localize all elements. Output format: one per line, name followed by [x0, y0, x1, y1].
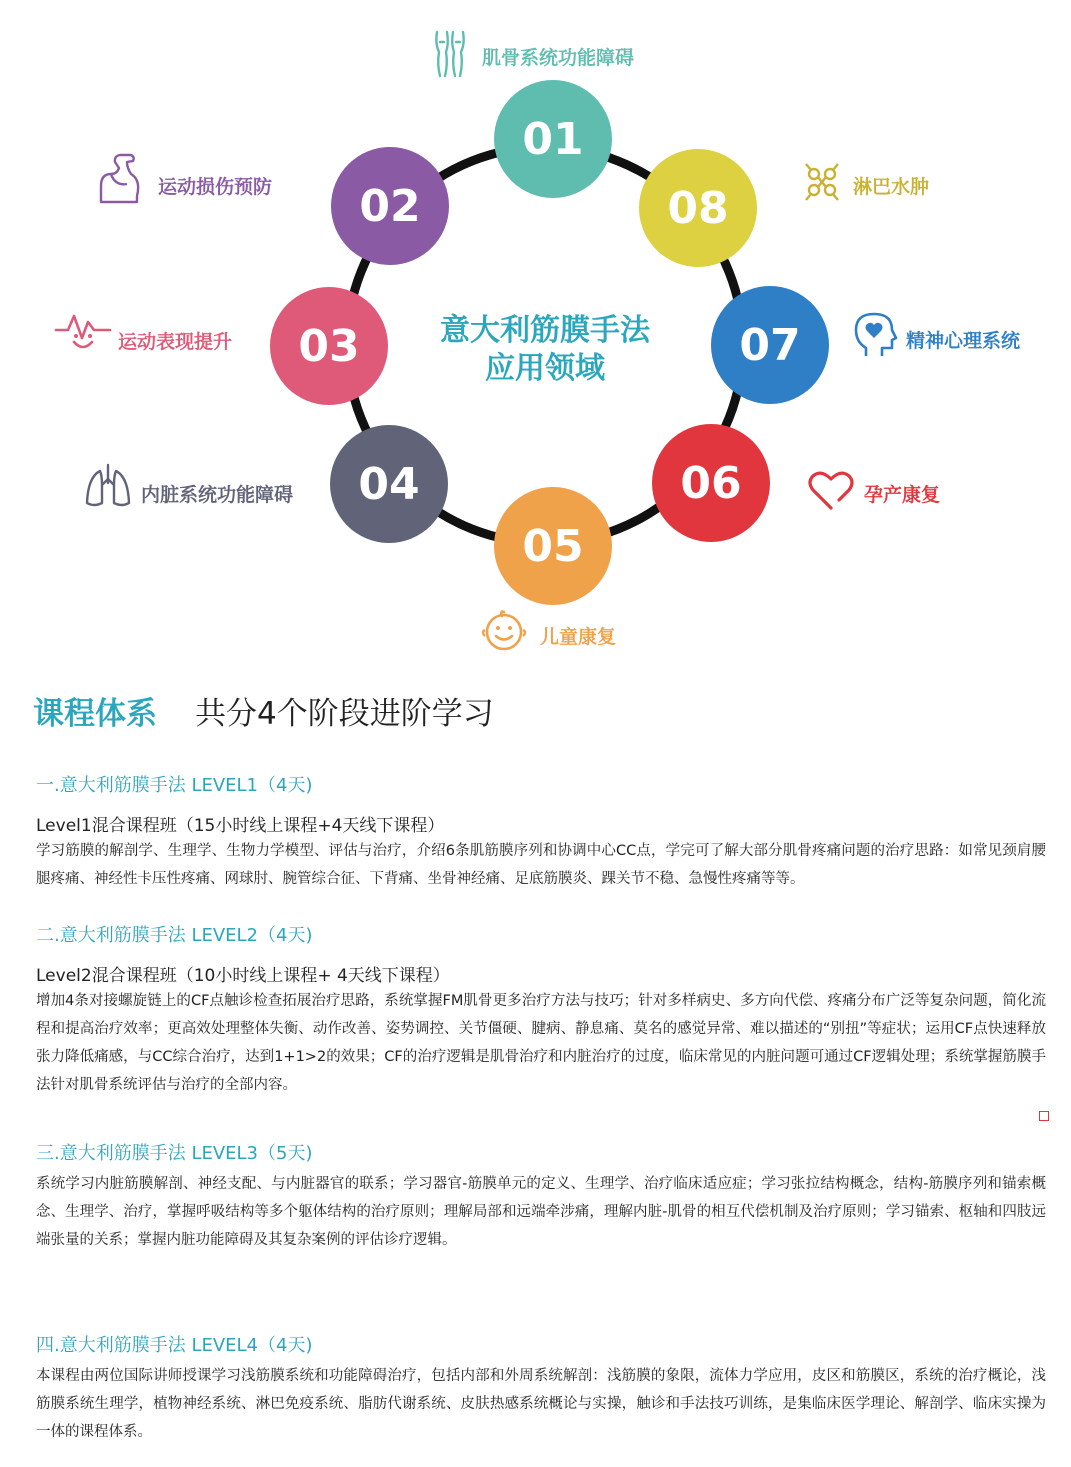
baby-face-icon: [480, 608, 528, 652]
node-03-number: 03: [298, 320, 360, 372]
lungs-icon: [84, 463, 132, 509]
node-01-label: 肌骨系统功能障碍: [482, 47, 635, 69]
node-06-number: 06: [680, 457, 742, 509]
level1-subtitle: Level1混合课程班（15小时线上课程+4天线下课程）: [36, 816, 445, 836]
level2-subtitle: Level2混合课程班（10小时线上课程+ 4天线下课程）: [36, 966, 450, 986]
level2-body: 增加4条对接螺旋链上的CF点触诊检查拓展治疗思路，系统掌握FM肌骨更多治疗方法与技巧；针对多样病史、多方向代偿、疼痛分布广泛等复杂问题，简化流程和提高治疗效率；更高效处理整体失衡、动作改善、姿势调控、关节僵硬、腱病、静息痛、莫名的感觉异常、难以描述的“别扭”等症状；运用CF点快速释放张力降低痛感，与CC综合治疗，达到1+1>2的效果；CF的治疗逻辑是肌骨治疗和内脏治疗的过度，临床常见的内脏问题可通过CF逻辑处理；系统掌握筋膜手法针对肌骨系统评估与治疗的全部内容。: [36, 993, 1046, 1093]
node-05-label: 儿童康复: [540, 626, 617, 648]
node-05-circle: [494, 487, 612, 605]
lymph-nodes-icon: [802, 160, 842, 204]
node-08-label: 淋巴水肿: [853, 176, 930, 198]
course-heading: 课程体系: [33, 696, 157, 732]
level1-title: 一.意大利筋膜手法 LEVEL1（4天): [36, 775, 313, 796]
level3-body: 系统学习内脏筋膜解剖、神经支配、与内脏器官的联系；学习器官-筋膜单元的定义、生理学、治疗临床适应症；学习张拉结构概念，结构-筋膜序列和锚索概念、生理学、治疗，掌握呼吸结构等多个躯体结构的治疗原则；理解局部和远端牵涉痛，理解内脏-肌骨的相互代偿机制及治疗原则；学习锚索、枢轴和四肢远端张量的关系；掌握内脏功能障碍及其复杂案例的评估诊疗逻辑。: [36, 1176, 1046, 1248]
node-07-label: 精神心理系统: [906, 330, 1021, 352]
small-square-icon: [1039, 1111, 1049, 1121]
level1-body: 学习筋膜的解剖学、生理学、生物力学模型、评估与治疗，介绍6条肌筋膜序列和协调中心CC点，学完可了解大部分肌骨疼痛问题的治疗思路：如常见颈肩腰腿疼痛、神经性卡压性疼痛、网球肘、腕管综合征、下背痛、坐骨神经痛、足底筋膜炎、踝关节不稳、急慢性疼痛等等。: [36, 843, 1046, 887]
node-04-label: 内脏系统功能障碍: [141, 484, 294, 506]
level4-body: 本课程由两位国际讲师授课学习浅筋膜系统和功能障碍治疗，包括内部和外周系统解剖：浅筋膜的象限，流体力学应用，皮区和筋膜区，系统的治疗概论，浅筋膜系统生理学，植物神经系统、淋巴免疫系统、脂肪代谢系统、皮肤热感系统概论与实操，触诊和手法技巧训练，是集临床医学理论、解剖学、临床实操为一体的课程体系。: [36, 1368, 1046, 1440]
heartbeat-icon: [54, 312, 112, 356]
node-07-circle: [711, 286, 829, 404]
center-title-line1: 意大利筋膜手法: [440, 313, 650, 348]
diagram-center-title: [400, 312, 690, 388]
node-02-label: 运动损伤预防: [158, 176, 273, 198]
node-06-circle: [652, 424, 770, 542]
node-01-circle: [494, 80, 612, 198]
node-08-number: 08: [667, 182, 729, 234]
node-08-circle: [639, 149, 757, 267]
level3-title: 三.意大利筋膜手法 LEVEL3（5天): [36, 1143, 313, 1164]
level4-title: 四.意大利筋膜手法 LEVEL4（4天): [36, 1335, 313, 1356]
muscle-arm-icon: [97, 152, 147, 204]
head-heart-icon: [852, 310, 898, 358]
node-02-circle: [331, 147, 449, 265]
node-04-number: 04: [358, 458, 420, 510]
node-04-circle: [330, 425, 448, 543]
node-07-number: 07: [739, 319, 801, 371]
node-03-label: 运动表现提升: [118, 331, 233, 353]
heart-icon: [806, 470, 856, 512]
center-title-line2: 应用领域: [485, 351, 605, 386]
node-02-number: 02: [359, 180, 421, 232]
node-01-number: 01: [522, 113, 584, 165]
level2-title: 二.意大利筋膜手法 LEVEL2（4天): [36, 925, 313, 946]
legs-icon: [432, 30, 468, 78]
node-06-label: 孕产康复: [864, 484, 941, 506]
node-05-number: 05: [522, 520, 584, 572]
node-03-circle: [270, 287, 388, 405]
course-subheading: 共分4个阶段进阶学习: [195, 696, 494, 732]
